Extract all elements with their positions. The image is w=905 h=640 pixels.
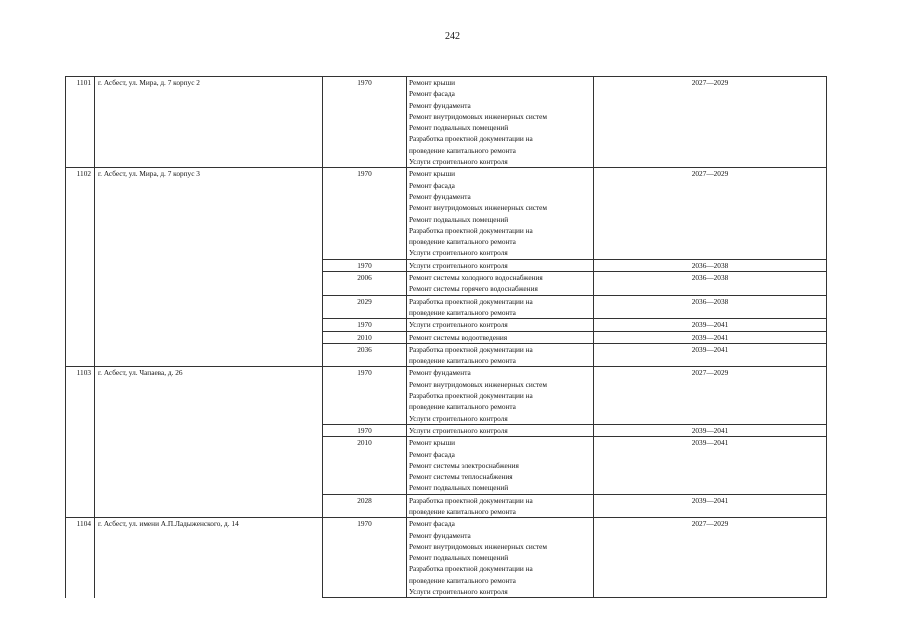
work-item: Услуги строительного контроля (409, 157, 508, 167)
works-cell (407, 437, 594, 494)
work-item: Ремонт крыши (409, 169, 456, 179)
period-cell: 2039—2041 (594, 424, 827, 436)
period-cell: 2036—2038 (594, 259, 827, 271)
period-cell: 2039—2041 (594, 494, 827, 518)
works-cell (407, 343, 594, 367)
period-cell: 2036—2038 (594, 272, 827, 296)
work-item: Ремонт фундамента (409, 191, 471, 201)
page-number: 242 (445, 31, 460, 42)
year-cell: 1970 (323, 168, 407, 259)
work-item: проведение капитального ремонта (409, 237, 516, 247)
period-cell: 2039—2041 (594, 319, 827, 331)
works-cell (407, 331, 594, 343)
work-item: Услуги строительного контроля (409, 260, 508, 270)
work-item: Разработка проектной документации на (409, 564, 533, 574)
work-item: проведение капитального ремонта (409, 506, 516, 516)
works-cell (407, 272, 594, 296)
work-item: Ремонт фундамента (409, 530, 471, 540)
period-cell: 2027—2029 (594, 77, 827, 168)
work-item: Ремонт фасада (409, 180, 455, 190)
year-cell: 2028 (323, 494, 407, 518)
address-cell: г. Асбест, ул. имени А.П.Ладыженского, д. 14 (95, 518, 323, 598)
work-item: Услуги строительного контроля (409, 248, 508, 258)
work-item: Услуги строительного контроля (409, 425, 508, 435)
works-cell (407, 367, 594, 424)
work-item: Ремонт фасада (409, 519, 455, 529)
year-cell: 1970 (323, 424, 407, 436)
work-item: Разработка проектной документации на (409, 495, 533, 505)
work-item: Ремонт фасада (409, 449, 455, 459)
table-row (66, 77, 827, 168)
work-item: проведение капитального ремонта (409, 402, 516, 412)
row-number: 1102 (66, 168, 95, 367)
address-cell: г. Асбест, ул. Чапаева, д. 26 (95, 367, 323, 518)
work-item: Разработка проектной документации на (409, 225, 533, 235)
work-item: Разработка проектной документации на (409, 391, 533, 401)
work-item: Ремонт системы водоотведения (409, 332, 508, 342)
table-row (66, 168, 827, 259)
year-cell: 2029 (323, 295, 407, 319)
work-item: Разработка проектной документации на (409, 344, 533, 354)
work-item: Ремонт подвальных помещений (409, 123, 509, 133)
work-item: Ремонт внутридомовых инженерных систем (409, 379, 548, 389)
period-cell: 2036—2038 (594, 295, 827, 319)
year-cell: 1970 (323, 77, 407, 168)
work-item: Ремонт системы холодного водоснабжения (409, 273, 543, 283)
period-cell: 2027—2029 (594, 518, 827, 598)
work-item: Ремонт системы теплоснабжения (409, 472, 513, 482)
year-cell: 1970 (323, 319, 407, 331)
row-number: 1104 (66, 518, 95, 598)
work-item: проведение капитального ремонта (409, 145, 516, 155)
row-number: 1103 (66, 367, 95, 518)
works-cell (407, 295, 594, 319)
work-item: Ремонт подвальных помещений (409, 553, 509, 563)
works-cell (407, 424, 594, 436)
period-cell: 2039—2041 (594, 437, 827, 494)
work-item: Разработка проектной документации на (409, 296, 533, 306)
work-item: Ремонт подвальных помещений (409, 214, 509, 224)
table-body (66, 77, 827, 598)
work-item: Ремонт фундамента (409, 100, 471, 110)
work-item: Ремонт внутридомовых инженерных систем (409, 111, 548, 121)
work-item: проведение капитального ремонта (409, 575, 516, 585)
work-item: Ремонт крыши (409, 78, 456, 87)
period-cell: 2039—2041 (594, 343, 827, 367)
year-cell: 2010 (323, 331, 407, 343)
table-row (66, 518, 827, 598)
address-cell: г. Асбест, ул. Мира, д. 7 корпус 3 (95, 168, 323, 367)
work-item: Разработка проектной документации на (409, 134, 533, 144)
address-cell: г. Асбест, ул. Мира, д. 7 корпус 2 (95, 77, 323, 168)
year-cell: 2010 (323, 437, 407, 494)
works-cell (407, 168, 594, 259)
work-item: Услуги строительного контроля (409, 413, 508, 423)
work-item: Ремонт подвальных помещений (409, 483, 509, 493)
year-cell: 1970 (323, 367, 407, 424)
work-item: Ремонт внутридомовых инженерных систем (409, 541, 548, 551)
year-cell: 1970 (323, 259, 407, 271)
work-item: Ремонт внутридомовых инженерных систем (409, 203, 548, 213)
works-cell (407, 259, 594, 271)
row-number: 1101 (66, 77, 95, 168)
works-cell (407, 494, 594, 518)
year-cell: 2036 (323, 343, 407, 367)
works-cell (407, 518, 594, 598)
work-item: проведение капитального ремонта (409, 356, 516, 366)
period-cell: 2027—2029 (594, 168, 827, 259)
period-cell: 2027—2029 (594, 367, 827, 424)
work-item: Ремонт фундамента (409, 368, 471, 378)
work-item: Услуги строительного контроля (409, 320, 508, 330)
work-item: Ремонт фасада (409, 89, 455, 99)
table-row (66, 367, 827, 424)
work-item: Ремонт системы горячего водоснабжения (409, 284, 538, 294)
period-cell: 2039—2041 (594, 331, 827, 343)
work-item: проведение капитального ремонта (409, 307, 516, 317)
work-item: Ремонт крыши (409, 438, 456, 448)
works-cell (407, 319, 594, 331)
capital-repair-table (65, 76, 827, 598)
work-item: Услуги строительного контроля (409, 587, 508, 597)
work-item: Ремонт системы электроснабжения (409, 460, 519, 470)
works-cell (407, 77, 594, 168)
year-cell: 1970 (323, 518, 407, 598)
year-cell: 2006 (323, 272, 407, 296)
